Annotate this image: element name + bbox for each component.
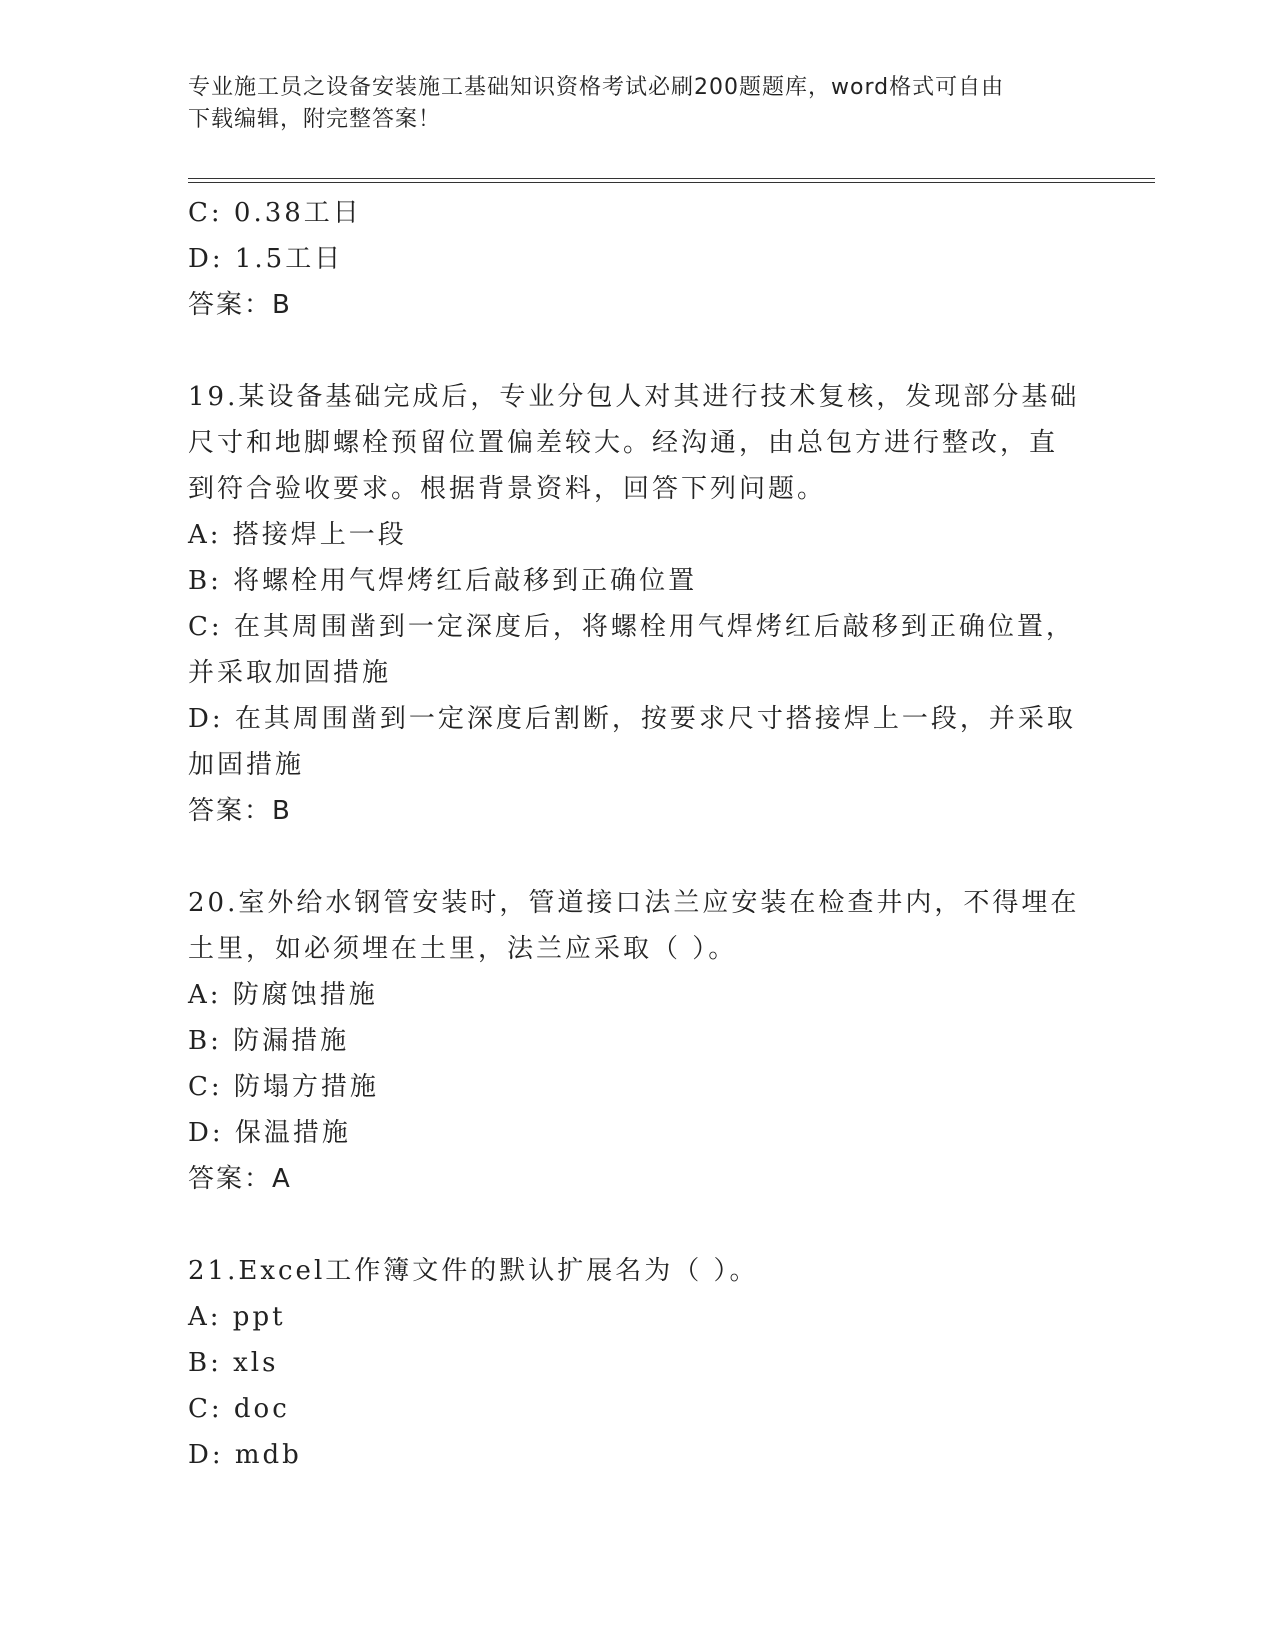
option-d-continued: 加固措施 (188, 750, 305, 780)
option-d: D: 1.5工日 (188, 244, 344, 274)
question-stem-line: 19.某设备基础完成后，专业分包人对其进行技术复核，发现部分基础 (188, 382, 1080, 412)
question-20 (188, 880, 1088, 1202)
option-c: C: 防塌方措施 (188, 1072, 379, 1102)
option-d: D: 在其周围凿到一定深度后割断，按要求尺寸搭接焊上一段，并采取 (188, 704, 1076, 734)
document-header (188, 72, 1068, 136)
option-c: C: 0.38工日 (188, 198, 362, 228)
spacer (188, 328, 1088, 374)
option-b: B: 防漏措施 (188, 1026, 350, 1056)
header-divider-top (188, 178, 1155, 179)
header-line-1: 专业施工员之设备安装施工基础知识资格考试必刷200题题库，word格式可自由 (188, 75, 1005, 100)
spacer (188, 834, 1088, 880)
question-stem-line: 20.室外给水钢管安装时，管道接口法兰应安装在检查井内，不得埋在 (188, 888, 1080, 918)
option-a: A: ppt (188, 1302, 286, 1332)
question-stem-line: 尺寸和地脚螺栓预留位置偏差较大。经沟通，由总包方进行整改，直 (188, 428, 1059, 458)
option-c-continued: 并采取加固措施 (188, 658, 392, 688)
answer: 答案：B (188, 796, 292, 826)
question-19 (188, 374, 1088, 834)
answer: 答案：A (188, 1164, 292, 1194)
option-a: A: 搭接焊上一段 (188, 520, 407, 550)
option-d: D: 保温措施 (188, 1118, 351, 1148)
question-stem-line: 土里，如必须埋在土里，法兰应采取（ ）。 (188, 934, 738, 964)
spacer (188, 1202, 1088, 1248)
option-b: B: 将螺栓用气焊烤红后敲移到正确位置 (188, 566, 698, 596)
header-line-2: 下载编辑，附完整答案！ (188, 107, 442, 132)
option-b: B: xls (188, 1348, 279, 1378)
option-a: A: 防腐蚀措施 (188, 980, 378, 1010)
option-c: C: doc (188, 1394, 290, 1424)
option-d: D: mdb (188, 1440, 302, 1470)
document-body (188, 190, 1088, 1478)
question-21 (188, 1248, 1088, 1478)
option-c: C: 在其周围凿到一定深度后，将螺栓用气焊烤红后敲移到正确位置， (188, 612, 1075, 642)
question-stem-line: 21.Excel工作簿文件的默认扩展名为（ ）。 (188, 1256, 759, 1286)
question-stem-line: 到符合验收要求。根据背景资料，回答下列问题。 (188, 474, 827, 504)
question-18-tail (188, 190, 1088, 328)
header-divider-bottom (188, 182, 1155, 183)
answer: 答案：B (188, 290, 292, 320)
